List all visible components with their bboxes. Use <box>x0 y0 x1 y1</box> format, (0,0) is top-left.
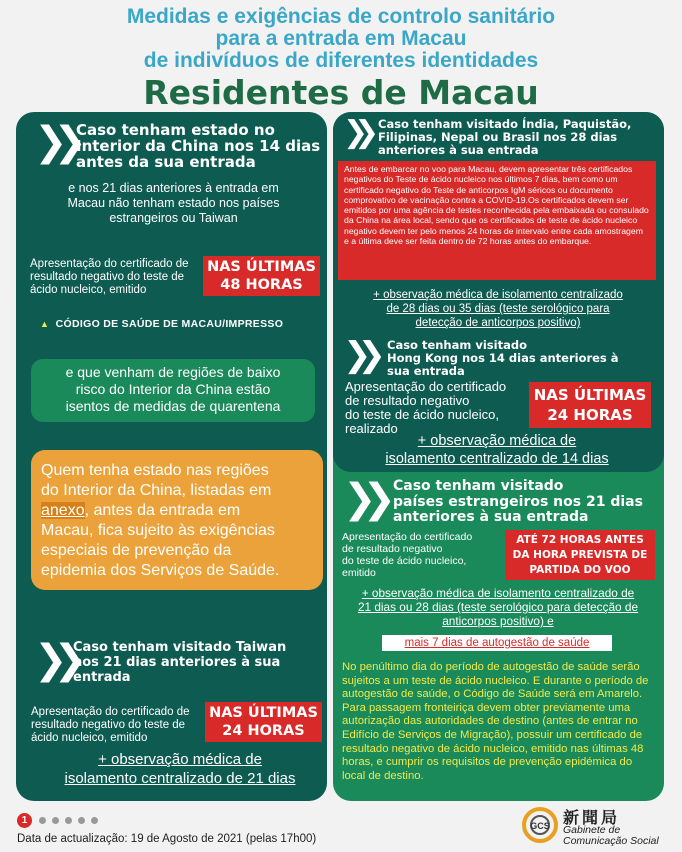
foreign-observation: + observação médica de isolamento centralizado de 21 dias ou 28 dias (teste serológico para detecção de anticorpos positivo) e <box>357 586 639 628</box>
chevron-right-icon: ❯❯ <box>34 637 74 683</box>
chevron-right-icon: ❯❯ <box>343 335 372 375</box>
title-line-2: para a entrada em Macau <box>215 27 467 50</box>
annex-link[interactable]: anexo <box>41 502 85 519</box>
self-health-management-badge: mais 7 dias de autogestão de saúde <box>382 635 612 651</box>
title-line-3: de indivíduos de diferentes identidades <box>143 49 539 72</box>
india-heading: Caso tenham visitado Índia, Paquistão, Filipinas, Nepal ou Brasil nos 28 dias anteriores à sua entrada <box>378 117 632 157</box>
svg-text:GCS: GCS <box>530 821 550 831</box>
china-cert-text: Apresentação do certificado de resultado negativo do teste de ácido nucleico, emitido <box>30 258 189 296</box>
china-heading: Caso tenham estado no Interior da China nos 14 dias antes da sua entrada <box>76 121 321 171</box>
chevron-right-icon: ❯❯ <box>343 115 366 150</box>
page-indicator-dot[interactable] <box>65 817 72 824</box>
page-indicator-active[interactable]: 1 <box>17 813 32 828</box>
page-title: Residentes de Macau <box>143 73 539 112</box>
india-requirements-box: Antes de embarcar no voo para Macau, devem apresentar três certificados negativos do Teste de ácido nucleico nos últimos 7 dias, bem como um certificado negativo do Teste de anticorpos IgM séricos ou documento comprovativo de vacinação contra a COVID-19.Os certificados devem ser emitidos por uma agência de testes reconhecida pela embaixada ou consulado da China na área local, sendo que os certificados de teste de ácido nucleico negativo devem ter pelo menos 24 horas de intervalo entre cada amostragem e a última deve ser feita dentro de 72 horas antes do embarque. <box>338 161 656 280</box>
hk-observation: + observação médica de isolamento centralizado de 14 dias <box>385 433 609 467</box>
update-date: Data de actualização: 19 de Agosto de 2021 (pelas 17h00) <box>17 833 317 845</box>
taiwan-observation: + observação médica de isolamento centralizado de 21 dias <box>64 751 296 787</box>
page-subtitle <box>0 6 682 72</box>
quarantine-exempt-box: e que venham de regiões de baixo risco do Interior da China estão isentos de medidas de quarentena <box>31 359 315 422</box>
time-badge-72h: ATÉ 72 HORAS ANTES DA HORA PREVISTA DE PARTIDA DO VOO <box>505 530 655 580</box>
chevron-right-icon: ❯❯ <box>34 119 74 165</box>
yellow-notice: No penúltimo dia do período de autogestão de saúde serão sujeitos a um teste de ácido nucleico. E durante o período de autogestão de saúde, o Código de Saúde será em Amarelo. Para passagem fronteiriça devem obter previamente uma autorização das autoridades de destino (antes de entrar no Edifício de Serviços de Migração), possuir um certificado de resultado negativo de ácido nucleico, emitido nas últimas 48 horas, e cumprir os requisitos de prevenção epidémica do local de destino. <box>342 661 649 782</box>
india-observation: + observação médica de isolamento centralizado de 28 dias ou 35 dias (teste serológico para detecção de anticorpos positivo) <box>373 289 623 329</box>
page-indicator-dot[interactable] <box>39 817 46 824</box>
hk-cert-text: Apresentação do certificado de resultado negativo do teste de ácido nucleico, realizado <box>345 379 507 436</box>
page-indicator-dot[interactable] <box>52 817 59 824</box>
gcs-logo <box>521 805 559 845</box>
time-badge-24h: NAS ÚLTIMAS 24 HORAS <box>205 702 322 742</box>
time-badge-24h-hk: NAS ÚLTIMAS 24 HORAS <box>529 382 651 428</box>
foreign-cert-text: Apresentação do certificado de resultado negativo do teste de ácido nucleico, emitido <box>342 531 473 579</box>
foreign-heading: Caso tenham visitado países estrangeiros nos 21 dias anteriores à sua entrada <box>393 478 643 525</box>
triangle-icon: ▲ <box>40 319 50 329</box>
hk-heading: Caso tenham visitado Hong Kong nos 14 dias anteriores à sua entrada <box>387 338 619 378</box>
page-indicator-dot[interactable] <box>91 817 98 824</box>
time-badge-48h: NAS ÚLTIMAS 48 HORAS <box>203 256 320 296</box>
special-requirements-box: Quem tenha estado nas regiões do Interior da China, listadas em anexo, antes da entrada em Macau, fica sujeito às exigências especiais de prevenção da epidemia dos Serviços de Saúde. <box>31 450 323 590</box>
page-indicator-dot[interactable] <box>78 817 85 824</box>
health-code-row: ▲ CÓDIGO DE SAÚDE DE MACAU/IMPRESSO <box>40 318 284 330</box>
title-line-1: Medidas e exigências de controlo sanitário <box>126 5 556 28</box>
gcs-logo-icon <box>521 805 559 845</box>
logo-text: Gabinete de Comunicação Social <box>563 824 659 847</box>
taiwan-heading: Caso tenham visitado Taiwan nos 21 dias anteriores à sua entrada <box>73 640 287 685</box>
china-subtext: e nos 21 dias anteriores à entrada em Macau não tenham estado nos países estrangeiros ou Taiwan <box>67 181 280 225</box>
chevron-right-icon: ❯❯ <box>343 476 383 522</box>
logo-chinese: 新聞局 <box>563 810 621 827</box>
taiwan-cert-text: Apresentação do certificado de resultado negativo do teste de ácido nucleico, emitido <box>31 706 190 744</box>
